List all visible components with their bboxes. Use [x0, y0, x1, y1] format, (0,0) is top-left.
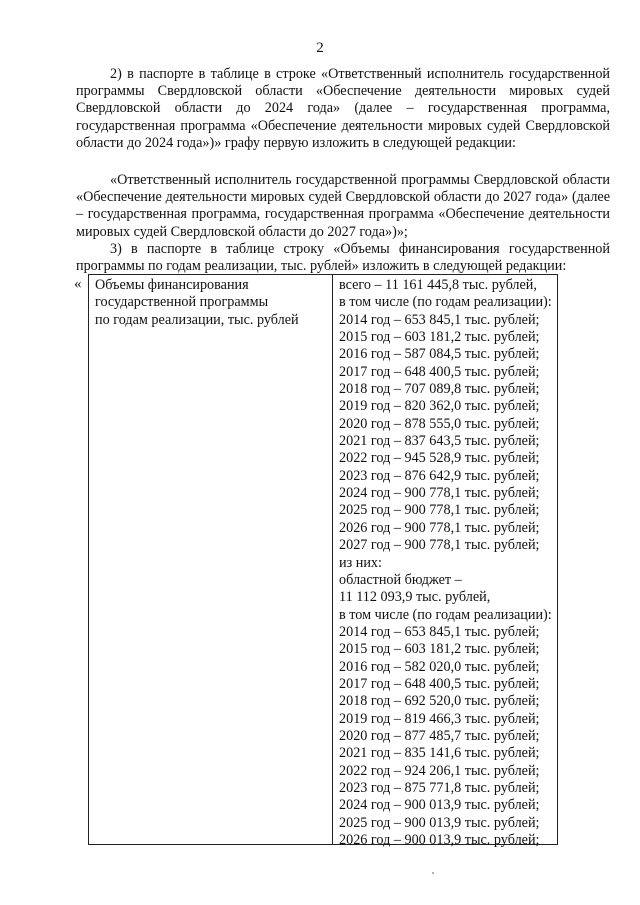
- funding-line: 2020 год – 877 485,7 тыс. рублей;: [339, 727, 540, 744]
- funding-line: 2019 год – 819 466,3 тыс. рублей;: [339, 710, 540, 727]
- funding-line: 2017 год – 648 400,5 тыс. рублей;: [339, 363, 540, 380]
- funding-line: из них:: [339, 554, 382, 571]
- funding-line: 2026 год – 900 013,9 тыс. рублей;: [339, 832, 540, 848]
- funding-line: 2016 год – 582 020,0 тыс. рублей;: [339, 658, 540, 675]
- paragraph-quoted-text-body: «Ответственный исполнитель государственной программы Свердловской области «Обеспечение деятельности мировых судей Свердловской области до 2027 года» (далее – государственная программа, государственная программа «Обеспечение деятельности мировых судей Свердловской области до 2027 года»)»;: [76, 172, 610, 240]
- funding-line: 2014 год – 653 845,1 тыс. рублей;: [339, 623, 540, 640]
- funding-line: областной бюджет –: [339, 571, 462, 588]
- table-right-cell: [339, 277, 557, 849]
- table-column-divider: [332, 275, 333, 844]
- paragraph-item-3-text: 3) в паспорте в таблице строку «Объемы финансирования государственной программы по годам реализации, тыс. рублей» изложить в следующей редакции:: [76, 241, 610, 275]
- funding-line: 2021 год – 835 141,6 тыс. рублей;: [339, 745, 540, 762]
- funding-line: 2018 год – 707 089,8 тыс. рублей;: [339, 381, 540, 398]
- funding-line: в том числе (по годам реализации):: [339, 606, 552, 623]
- funding-line: 2023 год – 876 642,9 тыс. рублей;: [339, 467, 540, 484]
- funding-line: 2026 год – 900 778,1 тыс. рублей;: [339, 519, 540, 536]
- funding-line: 2024 год – 900 778,1 тыс. рублей;: [339, 485, 540, 502]
- funding-line: 2023 год – 875 771,8 тыс. рублей;: [339, 779, 540, 796]
- funding-line: 2015 год – 603 181,2 тыс. рублей;: [339, 329, 540, 346]
- left-cell-line: Объемы финансирования: [95, 277, 249, 293]
- funding-line: 2017 год – 648 400,5 тыс. рублей;: [339, 675, 540, 692]
- funding-line: 2018 год – 692 520,0 тыс. рублей;: [339, 693, 540, 710]
- funding-line: всего – 11 161 445,8 тыс. рублей,: [339, 277, 537, 293]
- funding-line: 2022 год – 924 206,1 тыс. рублей;: [339, 762, 540, 779]
- funding-line: 2019 год – 820 362,0 тыс. рублей;: [339, 398, 540, 415]
- funding-line: 2027 год – 900 778,1 тыс. рублей;: [339, 537, 540, 554]
- funding-table: [88, 274, 558, 848]
- paragraph-item-2-text: 2) в паспорте в таблице в строке «Ответственный исполнитель государственной программы Свердловской области «Обеспечение деятельности мировых судей Свердловской области до 2024 года» (далее – государственная программа, государственная программа «Обеспечение деятельности мировых судей Свердловской области до 2024 года»)» графу первую изложить в следующей редакции:: [76, 66, 610, 151]
- funding-line: 2025 год – 900 778,1 тыс. рублей;: [339, 502, 540, 519]
- scan-speck: [432, 872, 434, 874]
- funding-line: 2021 год – 837 643,5 тыс. рублей;: [339, 433, 540, 450]
- left-cell-line: государственной программы: [95, 294, 269, 311]
- funding-line: 2014 год – 653 845,1 тыс. рублей;: [339, 311, 540, 328]
- funding-line: 2022 год – 945 528,9 тыс. рублей;: [339, 450, 540, 467]
- funding-line: 2020 год – 878 555,0 тыс. рублей;: [339, 415, 540, 432]
- funding-line: 11 112 093,9 тыс. рублей,: [339, 589, 491, 606]
- left-cell-line: по годам реализации, тыс. рублей: [95, 311, 299, 328]
- funding-line: 2024 год – 900 013,9 тыс. рублей;: [339, 797, 540, 814]
- paragraph-quoted-text: [76, 172, 610, 241]
- paragraph-item-3: [76, 241, 610, 275]
- funding-line: 2016 год – 587 084,5 тыс. рублей;: [339, 346, 540, 363]
- paragraph-item-2: [76, 66, 610, 152]
- funding-line: 2015 год – 603 181,2 тыс. рублей;: [339, 641, 540, 658]
- funding-line: в том числе (по годам реализации):: [339, 294, 552, 311]
- funding-line: 2025 год – 900 013,9 тыс. рублей;: [339, 814, 540, 831]
- table-quote-mark: «: [74, 276, 82, 292]
- page-number: 2: [316, 40, 324, 56]
- table-left-cell: [95, 277, 327, 329]
